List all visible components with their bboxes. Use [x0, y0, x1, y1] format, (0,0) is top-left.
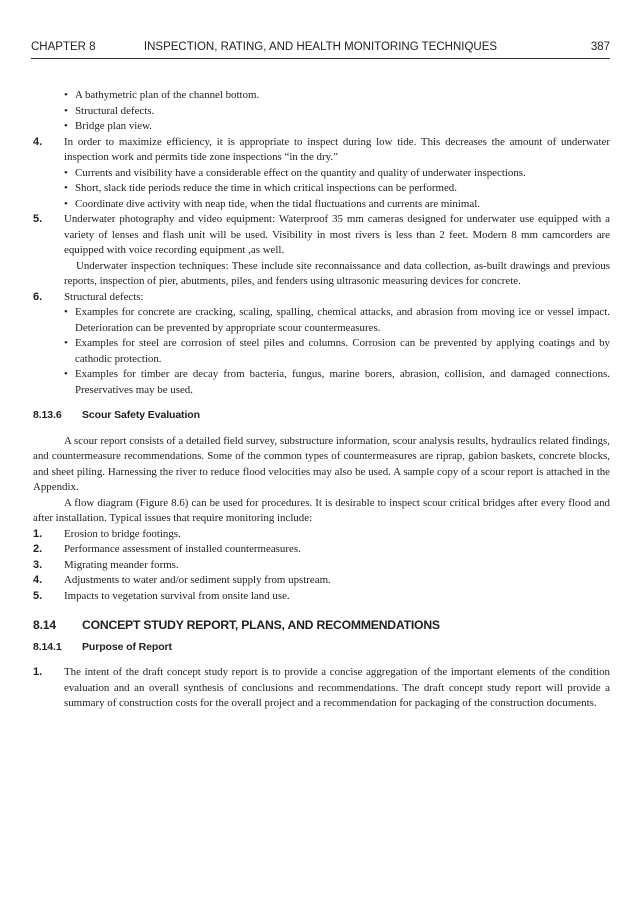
section-number: 8.14 [33, 618, 56, 632]
item-number: 1. [33, 527, 43, 540]
item-number: 4. [33, 135, 43, 148]
flow-diagram-paragraph: A flow diagram (Figure 8.6) can be used for procedures. It is desirable to inspect scour critical bridges after every flood and after installation. Typical issues that require monitoring include: [33, 496, 610, 524]
section-heading-8-13-6 [33, 408, 610, 424]
section-number: 8.14.1 [33, 640, 62, 653]
item-text: Migrating meander forms. [64, 558, 179, 571]
section-heading-8-14-1 [33, 640, 610, 656]
item-text: Performance assessment of installed countermeasures. [64, 543, 301, 555]
bullet-item: • Examples for steel are corrosion of steel piles and columns. Corrosion can be prevented by applying coatings and by cathodic protection. [33, 336, 610, 367]
running-title: INSPECTION, RATING, AND HEALTH MONITORING TECHNIQUES [143, 41, 498, 53]
numbered-item-6 [33, 290, 610, 306]
page-number: 387 [590, 41, 610, 53]
monitoring-item [33, 558, 610, 574]
purpose-item [33, 665, 610, 712]
item-text: Erosion to bridge footings. [64, 527, 181, 540]
item-text: In order to maximize efficiency, it is appropriate to inspect during low tide. This decreases the amount of underwater inspection work and permits tide zone inspections “in the dry.” [64, 135, 610, 163]
item-number: 4. [33, 574, 43, 586]
bullet-item: • Examples for timber are decay from bacteria, fungus, marine borers, abrasion, collision, and damaged connections. Preservatives may be used. [33, 367, 610, 398]
item-number: 5. [33, 213, 43, 225]
underwater-techniques-paragraph: Underwater inspection techniques: These include site reconnaissance and data collection, as-built drawings and previous reports, inspection of pier, abutments, piles, and fenders using ultrasonic measuring devices for concrete. [64, 259, 610, 287]
item-number: 2. [33, 543, 43, 555]
monitoring-item [33, 573, 610, 589]
bullet-item: • Structural defects. [33, 104, 610, 120]
item-number: 6. [33, 290, 43, 303]
monitoring-item [33, 542, 610, 558]
numbered-item-5 [33, 212, 610, 259]
running-header [31, 40, 610, 59]
item-text: Underwater photography and video equipment: Waterproof 35 mm cameras designed for underwater use equipped with a variety of lenses and flash unit will be used. Visibility in most rivers is less than 2 feet. Modern 8 mm camcorders are equipped with voice recording equipment ,as well. [64, 213, 610, 256]
scour-report-paragraph: A scour report consists of a detailed field survey, substructure information, scour analysis results, hydraulics related findings, and countermeasure recommendations. Some of the common types of countermeasures are riprap, gabion baskets, concrete blocks, and sheet piling. Harnessing the river to reduce flood velocities may also be used. A sample copy of a scour report is attached in the Appendix. [33, 434, 610, 493]
item-text: The intent of the draft concept study report is to provide a concise aggregation of the important elements of the condition evaluation and an overall synthesis of conclusions and recommendations. The draft concept study report will provide a summary of construction costs for the overall project and a recommendation for packaging of the construction documents. [64, 666, 610, 709]
item-number: 1. [33, 666, 43, 678]
bullet-item: • Bridge plan view. [33, 119, 610, 135]
item-number: 5. [33, 589, 43, 602]
chapter-label: CHAPTER 8 [31, 41, 96, 53]
bullet-item: • Examples for concrete are cracking, scaling, spalling, chemical attacks, and abrasion from moving ice or vessel impact. Deterioration can be prevented by appropriate scour countermeasures. [33, 305, 610, 336]
bullet-item: • A bathymetric plan of the channel bottom. [33, 88, 610, 104]
section-title: Scour Safety Evaluation [82, 409, 200, 421]
bullet-item: • Currents and visibility have a considerable effect on the quantity and quality of underwater inspections. [33, 166, 610, 182]
monitoring-item [33, 527, 610, 543]
item-text: Adjustments to water and/or sediment supply from upstream. [64, 574, 331, 586]
bullet-item: • Short, slack tide periods reduce the time in which critical inspections can be performed. [33, 181, 610, 197]
bullet-item: • Coordinate dive activity with neap tide, when the tidal fluctuations and currents are minimal. [33, 197, 610, 213]
section-title: Purpose of Report [82, 640, 172, 653]
numbered-item-4 [33, 135, 610, 166]
monitoring-item [33, 589, 610, 605]
section-heading-8-14 [33, 618, 610, 634]
page-content [33, 88, 610, 712]
item-number: 3. [33, 558, 43, 571]
item-text: Impacts to vegetation survival from onsite land use. [64, 589, 290, 602]
section-title: CONCEPT STUDY REPORT, PLANS, AND RECOMMENDATIONS [82, 618, 440, 632]
item-text: Structural defects: [64, 290, 144, 303]
section-number: 8.13.6 [33, 409, 62, 421]
